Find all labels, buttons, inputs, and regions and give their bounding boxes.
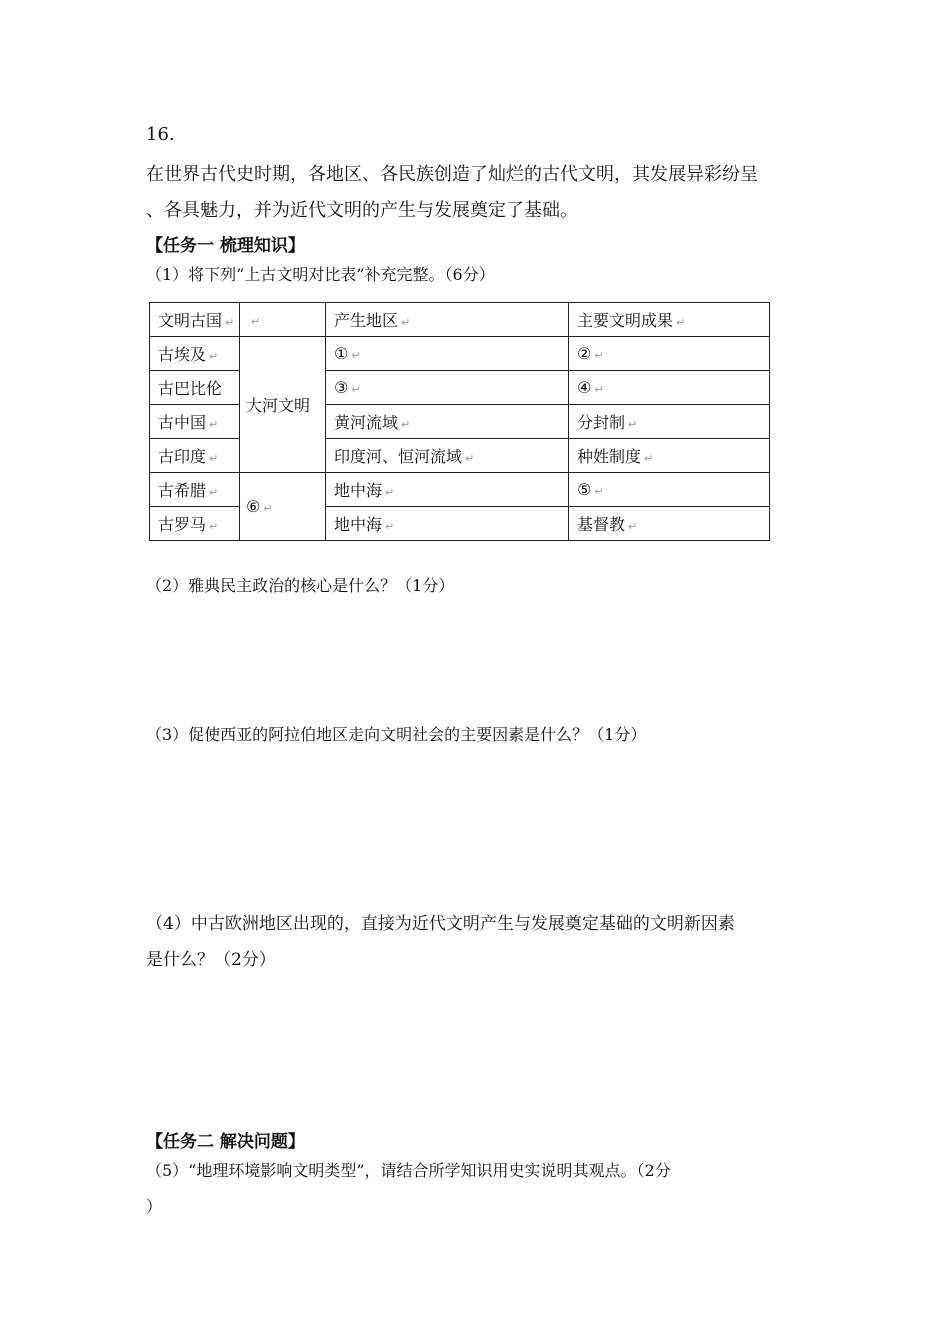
intro-line-2: 、各具魅力，并为近代文明的产生与发展奠定了基础。 — [146, 200, 578, 221]
cell-country: 古中国 ↵ — [150, 405, 240, 439]
cell-region: 地中海 ↵ — [326, 507, 569, 541]
cell-achievement: 种姓制度 ↵ — [569, 439, 770, 473]
cell-achievement: 分封制 ↵ — [569, 405, 770, 439]
question-3: （3）促使西亚的阿拉伯地区走向文明社会的主要因素是什么？（1分） — [146, 725, 647, 744]
question-4-line-2: 是什么？（2分） — [146, 950, 276, 970]
header-region: 产生地区 ↵ — [326, 303, 569, 337]
cell-achievement: ⑤ ↵ — [569, 473, 770, 507]
cell-region: ③ ↵ — [326, 371, 569, 405]
cell-sea-civilization-blank: ⑥ ↵ — [240, 473, 326, 541]
intro-line-1: 在世界古代史时期，各地区、各民族创造了灿烂的古代文明，其发展异彩纷呈 — [146, 164, 758, 185]
cell-region: 印度河、恒河流域 ↵ — [326, 439, 569, 473]
cell-achievement: ② ↵ — [569, 337, 770, 371]
table-row — [150, 337, 770, 371]
header-achievement: 主要文明成果 ↵ — [569, 303, 770, 337]
question-5-line-1: （5）“地理环境影响文明类型”，请结合所学知识用史实说明其观点。（2分 — [146, 1161, 671, 1180]
cell-region: 黄河流域 ↵ — [326, 405, 569, 439]
question-1: （1）将下列“上古文明对比表”补充完整。（6分） — [146, 265, 495, 284]
question-5-line-2: ） — [146, 1197, 163, 1216]
cell-region: 地中海 ↵ — [326, 473, 569, 507]
civilization-comparison-table — [149, 302, 770, 541]
cell-river-civilization: 大河文明 — [240, 337, 326, 473]
cell-country: 古印度 ↵ — [150, 439, 240, 473]
question-2: （2）雅典民主政治的核心是什么？（1分） — [146, 576, 455, 595]
header-type: ↵ — [240, 303, 326, 337]
cell-achievement: 基督教 ↵ — [569, 507, 770, 541]
cell-country: 古埃及 ↵ — [150, 337, 240, 371]
task2-heading: 【任务二 解决问题】 — [146, 1132, 305, 1152]
question-number: 16. — [146, 124, 175, 145]
header-country: 文明古国 ↵ — [150, 303, 240, 337]
cell-country: 古巴比伦 — [150, 371, 240, 405]
cell-country: 古希腊 ↵ — [150, 473, 240, 507]
cell-achievement: ④ ↵ — [569, 371, 770, 405]
cell-country: 古罗马 ↵ — [150, 507, 240, 541]
table-row — [150, 473, 770, 507]
question-4-line-1: （4）中古欧洲地区出现的，直接为近代文明产生与发展奠定基础的文明新因素 — [146, 914, 735, 934]
task1-heading: 【任务一 梳理知识】 — [146, 236, 305, 256]
table-header-row — [150, 303, 770, 337]
cell-region: ① ↵ — [326, 337, 569, 371]
